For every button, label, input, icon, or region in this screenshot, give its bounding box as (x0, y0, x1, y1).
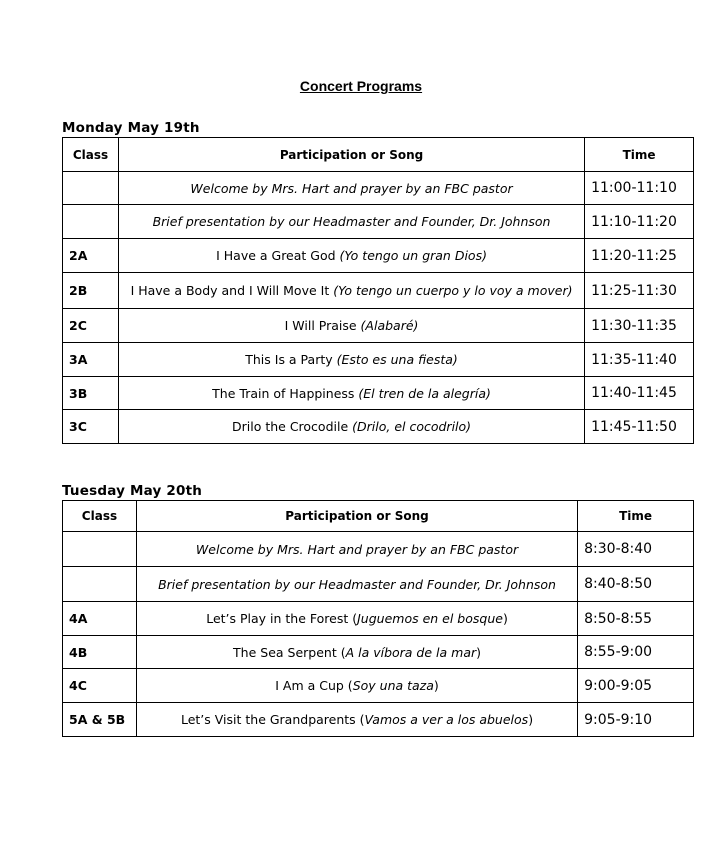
song-title: Drilo the Crocodile (232, 419, 349, 434)
song-closing-paren: ) (502, 611, 508, 626)
song-title: I Have a Great God (216, 248, 336, 263)
class-cell: 3C (63, 410, 119, 444)
song-cell (136, 703, 577, 737)
table-row (63, 532, 694, 567)
song-closing-paren: ) (528, 712, 534, 727)
table-row (63, 703, 694, 737)
table-row (63, 309, 694, 343)
song-title: This Is a Party (245, 352, 333, 367)
class-cell: 4C (63, 669, 137, 703)
time-cell: 11:35-11:40 (585, 343, 694, 377)
song-title: I Have a Body and I Will Move It (130, 283, 330, 298)
song-cell (118, 377, 584, 410)
class-header: Class (63, 138, 119, 172)
song-header: Participation or Song (118, 138, 584, 172)
time-cell: 9:00-9:05 (578, 669, 694, 703)
song-translation: A la víbora de la mar (345, 644, 477, 660)
table-row (63, 377, 694, 410)
song-cell (118, 205, 584, 239)
document-title: Concert Programs (299, 78, 423, 94)
time-cell: 11:10-11:20 (585, 205, 694, 239)
song-translation: (Drilo, el cocodrilo) (352, 419, 472, 434)
class-cell: 3A (63, 343, 119, 377)
song-closing-paren: ) (433, 678, 439, 693)
table-header-row (63, 501, 694, 532)
time-cell: 11:40-11:45 (585, 377, 694, 410)
time-cell: 9:05-9:10 (578, 703, 694, 737)
table-row (63, 239, 694, 273)
time-header: Time (578, 501, 694, 532)
song-translation: Juguemos en el bosque (357, 611, 503, 626)
song-cell (118, 309, 584, 343)
class-cell (63, 567, 137, 602)
class-cell: 2B (63, 273, 119, 309)
song-cell (118, 273, 584, 309)
class-cell: 3B (63, 377, 119, 410)
class-cell: 2C (63, 309, 119, 343)
class-cell (63, 205, 119, 239)
song-cell (118, 410, 584, 444)
song-cell (136, 602, 577, 636)
time-cell: 11:30-11:35 (585, 309, 694, 343)
class-cell: 5A & 5B (63, 703, 137, 737)
song-title: I Am a Cup ( (275, 678, 353, 693)
song-title: The Sea Serpent ( (233, 644, 346, 660)
table-row (63, 343, 694, 377)
song-title: Welcome by Mrs. Hart and prayer by an FBC pastor (190, 180, 513, 196)
time-cell: 11:45-11:50 (585, 410, 694, 444)
song-title: The Train of Happiness (212, 385, 355, 401)
table-row (63, 669, 694, 703)
song-cell (136, 532, 577, 567)
song-translation: Vamos a ver a los abuelos (364, 712, 529, 727)
table-row (63, 205, 694, 239)
table-row (63, 567, 694, 602)
song-cell (118, 239, 584, 273)
song-translation: (Esto es una fiesta) (336, 352, 458, 367)
table-row (63, 636, 694, 669)
class-cell (63, 532, 137, 567)
song-translation: (Yo tengo un gran Dios) (339, 248, 487, 263)
table-row (63, 273, 694, 309)
song-title: Brief presentation by our Headmaster and Founder, Dr. Johnson (158, 576, 556, 592)
song-translation: Soy una taza (352, 678, 434, 693)
program-table-monday (62, 137, 694, 444)
time-cell: 11:20-11:25 (585, 239, 694, 273)
song-cell (118, 172, 584, 205)
time-header: Time (585, 138, 694, 172)
song-closing-paren: ) (476, 644, 482, 660)
time-cell: 8:55-9:00 (578, 636, 694, 669)
song-translation: (El tren de la alegría) (358, 385, 491, 401)
table-row (63, 172, 694, 205)
time-cell: 8:30-8:40 (578, 532, 694, 567)
song-translation: (Alabaré) (360, 318, 419, 333)
time-cell: 8:50-8:55 (578, 602, 694, 636)
song-cell (136, 567, 577, 602)
class-header: Class (63, 501, 137, 532)
song-header: Participation or Song (136, 501, 577, 532)
song-cell (136, 636, 577, 669)
song-title: Brief presentation by our Headmaster and Founder, Dr. Johnson (152, 214, 551, 229)
program-table-tuesday (62, 500, 694, 737)
class-cell: 4B (63, 636, 137, 669)
time-cell: 8:40-8:50 (578, 567, 694, 602)
song-cell (136, 669, 577, 703)
time-cell: 11:25-11:30 (585, 273, 694, 309)
class-cell (63, 172, 119, 205)
class-cell: 4A (63, 602, 137, 636)
time-cell: 11:00-11:10 (585, 172, 694, 205)
song-title: Let’s Visit the Grandparents ( (180, 712, 365, 727)
table-header-row (63, 138, 694, 172)
song-translation: (Yo tengo un cuerpo y lo voy a mover) (333, 283, 573, 298)
table-row (63, 602, 694, 636)
section-heading-monday: Monday May 19th (62, 120, 200, 136)
song-title: I Will Praise (284, 318, 357, 333)
section-heading-tuesday: Tuesday May 20th (62, 483, 203, 499)
table-row (63, 410, 694, 444)
song-title: Welcome by Mrs. Hart and prayer by an FBC pastor (195, 541, 519, 557)
song-cell (118, 343, 584, 377)
class-cell: 2A (63, 239, 119, 273)
song-title: Let’s Play in the Forest ( (206, 611, 358, 626)
